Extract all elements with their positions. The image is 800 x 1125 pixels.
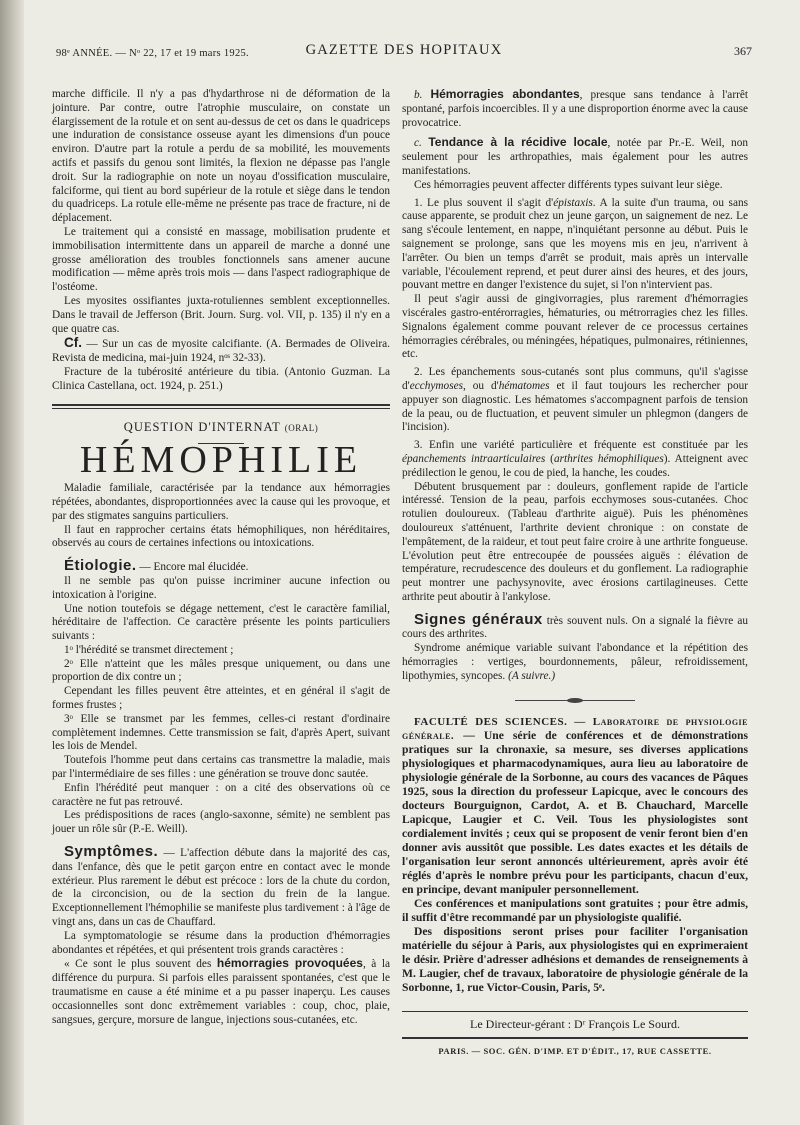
type-1-pre: 1. Le plus souvent il s'agit d' <box>414 196 554 209</box>
symptoms-paragraph-2: La symptomatologie se résume dans la production d'hémorragies abondantes et répétées, et qui présentent trois grands caractères : <box>52 929 390 956</box>
general-signs-heading: Signes généraux <box>414 610 543 628</box>
question-title <box>52 421 390 436</box>
right-column <box>402 88 748 1059</box>
type-3-pre: 3. Enfin une variété particulière et fréquente est constituée par les <box>414 439 748 452</box>
type-2-pre: 2. Les épanchements sous-cutanés sont plus communs, qu'il s'agisse d' <box>402 366 748 392</box>
item-b-bold: Hémorragies abondantes <box>430 87 580 101</box>
myositis-paragraph: Les myosites ossifiantes juxta-rotuliennes semblent exceptionnelles. Dans le travail de Jefferson (Brit. Journ. Surg. vol. VII, p. 135) il n'y en a que quatre cas. <box>52 294 390 335</box>
type-3-post: ). Atteignent avec prédilection le genou, le cou de pied, la hanche, les coudes. <box>402 452 748 479</box>
gingiv-paragraph: Il peut s'agir aussi de gingivorragies, plus rarement d'hémorragies viscérales gastro-entérorragies, hématuries, ou métrorragies chez les filles. Signalons également comme pouvant relever de ce processus certaines hémorragies cérébrales, ou méningées, hépatiques, pulmonaires, rétiniennes, etc. <box>402 293 749 361</box>
cf-reference-2: Fracture de la tubérosité antérieure du tibia. (Antonio Guzman. La Clinica Castellana, oct. 1924, p. 251.) <box>52 365 390 392</box>
etiology-item-2: 2ᵒ Elle n'atteint que les mâles presque uniquement, ou dans une proportion de dix contre un ; <box>52 657 390 684</box>
notice-paragraph-2: Ces conférences et manipulations sont gratuites ; pour être admis, il suffit d'être recommandé par un physiologiste qualifié. <box>402 896 748 924</box>
item-c <box>402 136 748 178</box>
symptoms-heading-paragraph <box>52 845 390 930</box>
symptoms-a-pre: « Ce sont le plus souvent des <box>64 958 212 971</box>
intro-paragraph-1: Maladie familiale, caractérisée par la tendance aux hémorragies répétées, abondantes, disproportionnées avec la cause qui les provoque, et par des stigmates sanguins particuliers. <box>52 482 390 522</box>
etiology-intro: — Encore mal élucidée. <box>139 561 249 574</box>
director-line: Le Directeur-gérant : Dʳ François Le Sourd. <box>470 1016 680 1031</box>
type-2-em-1: ecchymoses <box>409 379 464 392</box>
type-item-2 <box>402 366 748 435</box>
type-1-post: . A la suite d'un trauma, ou sans cause apparente, se produit chez un jeune garçon, un saignement de nez. Le sang s'écoule lentement, en nappe, n'inquiétant personne au début. Puis le saignement se prolonge, sans que les moyens mis en jeu, n'arrivent à l'arrêter. Ou bien un temps d'arrêt se produit, mais après un intervalle variable, l'écoulement reprend, et peut durer ainsi des heures, et des jours, pouvant mettre en danger l'existence du sujet, si l'on n'intervient pas. <box>402 196 749 292</box>
etiology-heading-paragraph <box>52 559 390 575</box>
cf-text: — Sur un cas de myosite calcifiante. (A. Bermades de Oliveira. Revista de medicina, mai-juin 1924, nᵒˢ 32-33). <box>52 338 390 365</box>
item-b-text: , presque sans tendance à l'arrêt spontané, parfois incoercibles. Il y a une disproportion énorme avec la cause provocatrice. <box>402 89 748 129</box>
type-item-1 <box>402 197 748 294</box>
onset-paragraph: Débutent brusquement par : douleurs, gonflement rapide de l'article intéressé. Tension de la peau, parfois ecchymoses sous-cutanées. Choc rotulien douloureux. (Tableau d'arthrite aiguë). Puis les phénomènes douloureux s'atténuent, l'arthrite devient chronique : on constate de l'empâtement, de la raideur, et tout peut faire croire à une arthrite fongueuse. L'évolution peut être entrecoupée de poussées aiguës : élévation de température, recrudescence des douleurs et du gonflement. La radiographie peut montrer une pachysynovite, avec érosions cartilagineuses. Cette arthrite peut aboutir à l'ankylose. <box>402 480 748 603</box>
ornament-separator <box>515 700 635 701</box>
symptoms-a-post: , à la différence du purpura. Si parfois elles paraissent spontanées, c'est que le traumatisme en cause a été minime et a pu passer inaperçu. Les causes occasionnelles sont donc extrêmement variables : coup, choc, plaie, sangsues, gerçure, morsure de langue, injections sous-cutanées, etc. <box>52 958 390 1026</box>
etiology-paragraph-3: Cependant les filles peuvent être atteintes, et en général il s'agit de formes frustes ; <box>52 685 390 712</box>
general-signs-text: très souvent nuls. On a signalé la fièvre au cours des arthrites. <box>402 614 748 641</box>
anemic-syndrome-text: Syndrome anémique variable suivant l'abondance et la répétition des hémorragies : vertiges, bourdonnements, pâleur, refroidissement, lipothymies, syncopes. <box>402 642 748 682</box>
symptoms-heading: Symptômes. <box>64 843 159 861</box>
etiology-item-3: 3ᵒ Elle se transmet par les femmes, celles-ci restant d'ordinaire complètement indemnes. Cette transmission se fait, d'après Apert, suivant les lois de Mendel. <box>52 712 390 753</box>
page-number: 367 <box>734 44 752 58</box>
journal-title: GAZETTE DES HOPITAUX <box>305 42 503 58</box>
cf-reference <box>52 336 390 366</box>
continued-paragraph: marche difficile. Il n'y a pas d'hydarthrose ni de déformation de la jointure. Par contre, outre l'atrophie musculaire, on constate un élargissement de la rotule et on sent au-dessus de cet os dans le quadriceps une induration de consistance osseuse ayant les dimensions d'un pouce environ. D'autre part la rotule a perdu de sa mobilité, les mouvements actifs et passifs du genou sont limités, la flexion ne dépasse pas l'angle droit. Sur la radiographie on note un noyau d'ossification musculaire, falciforme, qui tient au bord supérieur de la rotule et siège dans le tendon du quadriceps. La rotule elle-même ne présente pas trace de fracture, ni de déplacement. <box>52 88 390 225</box>
section-divider <box>52 404 390 409</box>
page-header <box>56 42 752 68</box>
question-title-text: QUESTION D'INTERNAT <box>123 419 281 434</box>
types-paragraph: Ces hémorragies peuvent affecter différents types suivant leur siège. <box>414 178 723 191</box>
type-1-em: épistaxis <box>553 196 593 209</box>
notice-paragraph-1 <box>402 715 748 897</box>
question-tag: (ORAL) <box>284 422 319 433</box>
item-c-letter: c. <box>414 137 422 150</box>
type-item-3 <box>402 439 748 480</box>
printer-line: PARIS. — SOC. GÉN. D'IMP. ET D'ÉDIT., 17, RUE CASSETTE. <box>438 1046 712 1057</box>
type-2-post: et il faut toujours les rechercher pour appuyer son diagnostic. Les hématomes s'accompagnent parfois de tension de la peau, ou de fluctuation, et peuvent simuler un phlegmon (dangers de l'incision). <box>402 379 748 434</box>
treatment-paragraph: Le traitement qui a consisté en massage, mobilisation prudente et immobilisation intermittente dans un appareil de marche a donné une grosse amélioration des troubles fonctionnels sans amener aucune modification — même après trois mois — dans l'aspect radiographique de l'ostéome. <box>52 225 390 294</box>
article-title: HÉMOPHILIE <box>79 439 363 482</box>
item-c-text: , notée par Pr.-E. Weil, non seulement pour les arthropathies, mais également pour les autres manifestations. <box>402 137 749 177</box>
symptoms-a-bold: hémorragies provoquées <box>216 956 363 971</box>
item-b <box>402 88 748 130</box>
symptoms-item-a <box>52 957 390 1027</box>
item-b-letter: b. <box>414 89 423 101</box>
page-binding-edge <box>0 0 24 1125</box>
left-column <box>52 88 390 1027</box>
type-2-em-2: hématomes <box>498 379 550 392</box>
type-2-mid: , ou d' <box>463 379 499 392</box>
issue-line: 98ᵉ ANNÉE. — Nᵒ 22, 17 et 19 mars 1925. <box>56 48 249 59</box>
etiology-item-1: 1ᵒ l'hérédité se transmet directement ; <box>64 643 234 656</box>
faculty-notice <box>402 715 748 995</box>
notice-label: FACULTÉ DES SCIENCES. — Laboratoire de physiologie générale. <box>402 715 748 742</box>
etiology-paragraph-5: Enfin l'hérédité peut manquer : on a cité des observations où ce caractère ne fut pas retrouvé. <box>52 781 390 808</box>
symptoms-intro: — L'affection débute dans la majorité des cas, dans l'enfance, dès que le petit garçon entre en contact avec le monde extérieur. Plus rarement le début est précoce : lors de la chute du cordon, de la circoncision, ou de la section du frein de la langue. Exceptionnellement l'hémophilie se manifeste plus tardivement : à l'âge de vingt ans, dans un cas de Chauffard. <box>52 847 390 929</box>
footer-rule-2 <box>402 1037 748 1039</box>
etiology-paragraph-1: Il ne semble pas qu'on puisse incriminer aucune infection ou intoxication à l'origine. <box>52 574 390 601</box>
item-c-bold: Tendance à la récidive locale <box>428 135 608 150</box>
footer-rule <box>402 1011 748 1012</box>
etiology-heading: Étiologie. <box>64 557 137 575</box>
general-signs-paragraph <box>402 610 748 643</box>
etiology-paragraph-4: Toutefois l'homme peut dans certains cas transmettre la maladie, mais par l'intermédiaire de ses filles : une génération se trouve donc sautée. <box>52 754 390 781</box>
notice-paragraph-3: Des dispositions seront prises pour faciliter l'organisation matérielle du séjour à Paris, aux physiologistes qui en exprimeraient le désir. Prière d'adresser adhésions et demandes de renseignements à M. Laugier, chef de travaux, laboratoire de physiologie générale de la Sorbonne, 1, rue Victor-Cousin, Paris, 5ᵉ. <box>402 924 748 994</box>
etiology-paragraph-2: Une notion toutefois se dégage nettement, c'est le caractère familial, héréditaire de l'affection. Ce caractère présente les points particuliers suivants : <box>52 602 390 643</box>
etiology-paragraph-6: Les prédispositions de races (anglo-saxonne, sémite) ne semblent pas jouer un rôle sûr (P.-E. Weill). <box>52 809 390 836</box>
anemic-syndrome-paragraph <box>402 642 748 683</box>
type-3-mid: ( <box>545 452 554 465</box>
to-be-continued: (A suivre.) <box>508 669 556 682</box>
type-3-em-1: épanchements intraarticulaires <box>402 452 546 465</box>
notice-text-1: — Une série de conférences et de démonstrations pratiques sur la chronaxie, sa mesure, ses diverses applications physiologiques et pharmacodynamiques, aura lieu au laboratoire de physiologie générale de la Sorbonne, au cours des vacances de Pâques 1925, sous la direction du professeur Lapicque, avec le concours des docteurs Bourguignon, Cardot, A. et B. Chauchard, Marcelle Lapicque, Laugier et C. Veil. Tous les physiologistes sont cordialement invités ; ceux qui se proposent de venir feront bien d'en donner avis aussitôt que possible. Les dates exactes et les détails de l'organisation leur seront annoncés ultérieurement, après avoir été réglés d'après le nombre prévu pour les participants, chacun d'eux, en principe, devant manipuler personnellement. <box>402 728 748 896</box>
cf-label: Cf. <box>64 335 82 351</box>
intro-paragraph-2: Il faut en rapprocher certains états hémophiliques, non héréditaires, observés au cours de certaines infections ou intoxications. <box>52 523 390 550</box>
type-3-em-2: arthrites hémophiliques <box>553 452 664 465</box>
